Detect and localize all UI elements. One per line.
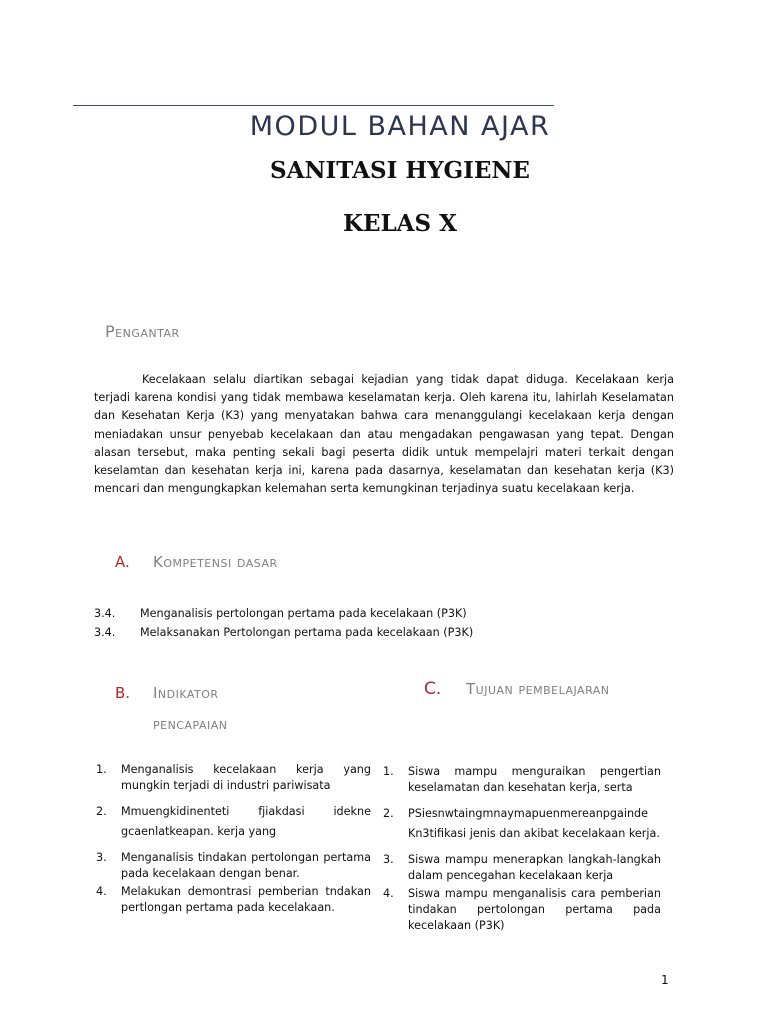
item-text: Menganalisis kecelakaan kerja yang mungkin terjadi di industri pariwisata — [121, 763, 371, 792]
item-number: 4. — [383, 887, 394, 900]
competency-list — [94, 604, 473, 642]
list-item — [383, 852, 661, 884]
section-b-heading — [115, 678, 227, 740]
objective-list — [383, 764, 661, 942]
subject-title: SANITASI HYGIENE — [270, 157, 530, 184]
item-text: Menganalisis tindakan pertolongan pertama pada kecelakaan dengan benar. — [121, 851, 371, 880]
class-title: KELAS X — [342, 210, 457, 237]
section-c-title: Tujuan pembelajaran — [466, 680, 610, 698]
list-item — [96, 802, 371, 842]
item-number: 3. — [383, 853, 394, 866]
item-text: Mmuengkidinenteti fjiakdasi idekne gcaenlatkeapan. kerja yang — [121, 805, 371, 838]
list-item — [383, 886, 661, 934]
module-title: MODUL BAHAN AJAR — [249, 111, 551, 142]
header-rule — [73, 105, 554, 106]
item-number: 3.4. — [94, 626, 116, 639]
item-number: 1. — [383, 765, 394, 778]
section-b-title-line2: pencapaian — [153, 715, 228, 733]
list-item — [383, 764, 661, 796]
item-text: Siswa mampu menganalisis cara pemberian tindakan pertolongan pertama pada kecelakaan (P3K) — [408, 887, 661, 932]
item-number: 2. — [383, 807, 394, 820]
item-text: Menganalisis pertolongan pertama pada kecelakaan (P3K) — [140, 607, 467, 620]
section-a-title: Kompetensi dasar — [153, 553, 278, 571]
list-item — [94, 623, 473, 642]
section-b-title-line1: Indikator — [153, 684, 219, 702]
item-number: 3.4. — [94, 607, 116, 620]
item-text: PSiesnwtaingmnaymapuenmereanpgainde Kn3tifikasi jenis dan akibat kecelakaan kerja. — [408, 807, 660, 840]
intro-heading: Pengantar — [105, 322, 180, 341]
list-item — [96, 850, 371, 882]
item-number: 3. — [96, 851, 107, 864]
section-a-heading — [115, 553, 278, 571]
section-a-letter: A. — [115, 553, 130, 571]
intro-text: Kecelakaan selalu diartikan sebagai kejadian yang tidak dapat diduga. Kecelakaan kerja terjadi karena kondisi yang tidak membawa keselamatan kerja. Oleh karena itu, lahirlah Keselamatan dan Kesehatan Kerja (K3) yang menyatakan bahwa cara menanggulangi kecelakaan kerja dengan meniadakan unsur penyebab kecelakaan dan atau mengadakan pengawasan yang tepat. Dengan alasan tersebut, maka penting sekali bagi peserta didik untuk mempelajri materi terkait dengan keselamtan dan kesehatan kerja ini, karena pada dasarnya, keselamatan dan kesehatan kerja (K3) mencari dan mengungkapkan kelemahan serta kemungkinan terjadinya suatu kecelakaan kerja. — [94, 373, 674, 496]
page-number: 1 — [661, 973, 669, 987]
indicator-list — [96, 762, 371, 924]
list-item — [94, 604, 473, 623]
item-text: Siswa mampu menguraikan pengertian keselamatan dan kesehatan kerja, serta — [408, 765, 661, 794]
intro-paragraph — [94, 371, 674, 498]
list-item — [96, 884, 371, 916]
section-c-letter: C. — [424, 679, 442, 699]
item-number: 2. — [96, 805, 107, 818]
item-text: Melakukan demontrasi pemberian tndakan pertlongan pertama pada kecelakaan. — [121, 885, 371, 914]
item-text: Siswa mampu menerapkan langkah-langkah dalam pencegahan kecelakaan kerja — [408, 853, 661, 882]
list-item — [96, 762, 371, 794]
item-number: 4. — [96, 885, 107, 898]
item-number: 1. — [96, 763, 107, 776]
section-c-heading — [424, 679, 610, 699]
item-text: Melaksanakan Pertolongan pertama pada kecelakaan (P3K) — [140, 626, 474, 639]
section-b-letter: B. — [115, 684, 131, 702]
list-item — [383, 804, 661, 844]
